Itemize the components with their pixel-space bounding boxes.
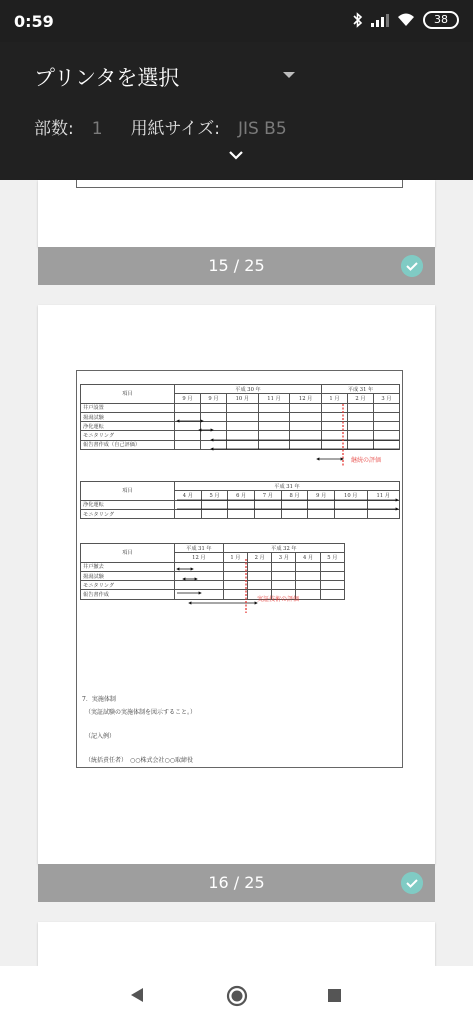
table3-month: 2 月 — [248, 553, 272, 562]
table3-item-header: 項目 — [81, 544, 175, 563]
table1-row-label: 揚湯試験 — [81, 412, 175, 421]
table1-month: 12 月 — [290, 394, 322, 403]
table1-month: 10 月 — [227, 394, 259, 403]
back-triangle-icon[interactable] — [130, 987, 144, 1003]
table2-gantt-overlay — [77, 471, 404, 531]
table1-row-label: モニタリング — [81, 431, 175, 440]
responsible-line: （統括責任者） ○○株式会社○○取締役 — [85, 757, 193, 764]
signal-icon — [371, 13, 389, 27]
table3-row-label: 報告書作成 — [81, 590, 175, 599]
table3-month: 5 月 — [320, 553, 344, 562]
wifi-icon — [397, 13, 415, 27]
table3-row-label: 井戸撤去 — [81, 562, 175, 571]
table3-month: 12 月 — [175, 553, 224, 562]
table1-month: 3 月 — [373, 394, 399, 403]
paper-size-label: 用紙サイズ: — [130, 119, 220, 139]
page16-number: 16 / 25 — [208, 873, 265, 892]
table2-month: 9 月 — [308, 491, 335, 500]
home-circle-icon[interactable] — [226, 985, 248, 1007]
table3-year2: 平成 32 年 — [223, 544, 344, 553]
battery-indicator: 38 — [423, 11, 459, 29]
check-circle-icon[interactable] — [401, 255, 423, 277]
table2-month: 11 月 — [367, 491, 400, 500]
table2-month: 5 月 — [201, 491, 228, 500]
page16-footer — [38, 864, 435, 902]
table3-month: 1 月 — [223, 553, 247, 562]
table3-month: 4 月 — [296, 553, 320, 562]
page-preview-15[interactable] — [38, 180, 435, 247]
print-settings-header — [0, 42, 473, 180]
page-preview-17[interactable] — [38, 922, 435, 966]
page-preview-16[interactable] — [38, 305, 435, 864]
table1-note: 継続の評価 — [351, 457, 382, 464]
table2-year: 平成 31 年 — [175, 482, 400, 491]
check-circle-icon[interactable] — [401, 872, 423, 894]
table1-year1: 平成 30 年 — [175, 385, 322, 394]
table3-row-label: 揚湯試験 — [81, 571, 175, 580]
table3-gantt-overlay — [77, 541, 404, 621]
table1-row-label: 報告書作成（自己評価） — [81, 440, 175, 449]
table3-year1: 平成 31 年 — [175, 544, 224, 553]
table2-month: 8 月 — [281, 491, 308, 500]
table2-row-label: 浄化運転 — [81, 500, 175, 509]
page15-number: 15 / 25 — [208, 256, 265, 275]
table3-month: 3 月 — [272, 553, 296, 562]
table1-month: 9 月 — [201, 394, 227, 403]
table2-row-label: モニタリング — [81, 509, 175, 518]
section-note: （実証試験の実施体制を図示すること。） — [85, 709, 197, 716]
chevron-down-icon[interactable] — [228, 150, 244, 160]
table2-month: 6 月 — [228, 491, 255, 500]
status-bar — [0, 0, 473, 42]
system-nav-bar — [0, 966, 473, 1024]
table1-month: 1 月 — [321, 394, 347, 403]
table3-note: 実証技術の評価 — [257, 596, 300, 603]
copies-value: 1 — [91, 119, 103, 139]
table2-item-header: 項目 — [81, 482, 175, 501]
table2-month: 4 月 — [175, 491, 202, 500]
table2-month: 10 月 — [335, 491, 367, 500]
table1-month: 9 月 — [175, 394, 201, 403]
bluetooth-icon — [353, 12, 363, 28]
table1-month: 11 月 — [258, 394, 290, 403]
dropdown-arrow-icon[interactable] — [283, 72, 295, 78]
table2-month: 7 月 — [255, 491, 282, 500]
table1-year2: 平成 31 年 — [321, 385, 399, 394]
status-icons — [353, 11, 459, 29]
table1-month: 2 月 — [347, 394, 373, 403]
table1-row-label: 井戸設置 — [81, 403, 175, 412]
recents-square-icon[interactable] — [327, 988, 342, 1003]
settings-summary — [34, 114, 287, 139]
section-title: 7．実施体制 — [82, 696, 116, 703]
copies-label: 部数: — [34, 119, 74, 139]
document-page — [76, 370, 403, 768]
table1-item-header: 項目 — [81, 385, 175, 404]
page15-footer — [38, 247, 435, 285]
paper-size-value: JIS B5 — [237, 119, 287, 139]
status-time: 0:59 — [14, 12, 54, 31]
table3-row-label: モニタリング — [81, 581, 175, 590]
printer-select[interactable]: プリンタを選択 — [34, 66, 180, 90]
page15-doc-border — [76, 180, 403, 188]
table1-row-label: 浄化運転 — [81, 422, 175, 431]
example-label: （記入例） — [85, 733, 116, 740]
